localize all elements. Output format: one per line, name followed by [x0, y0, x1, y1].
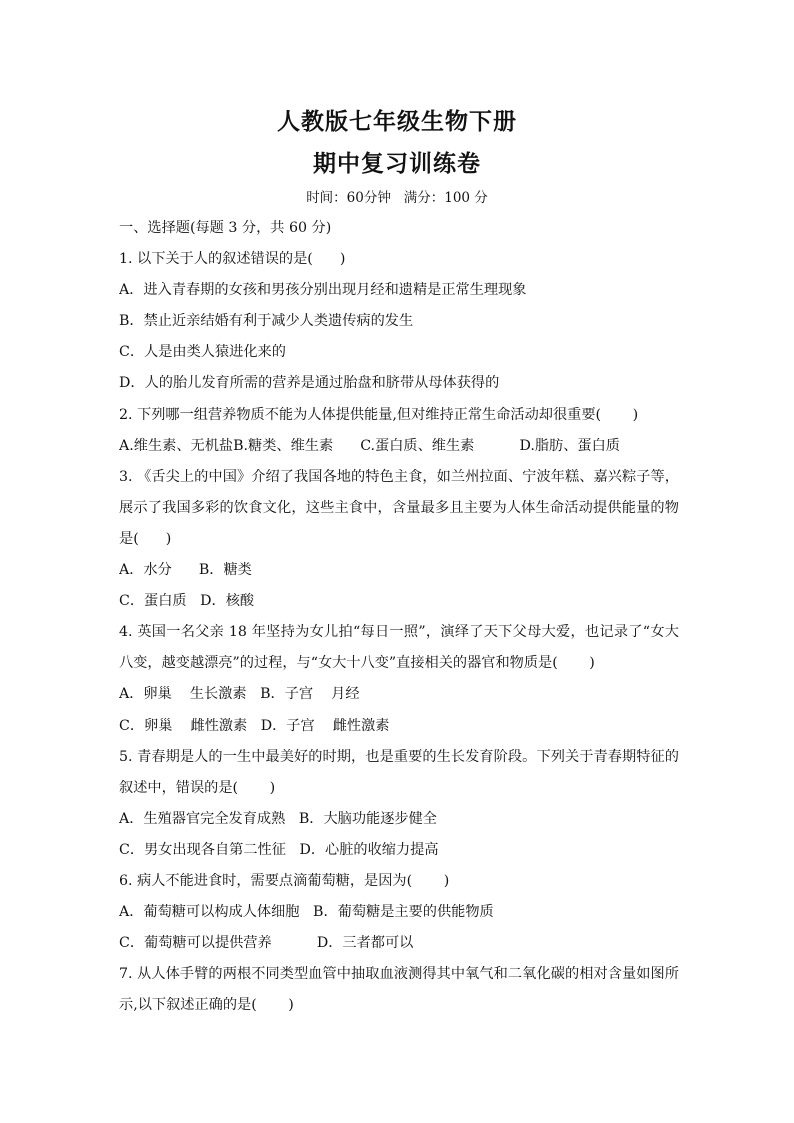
- question-7-stem-line-2: 示,以下叙述正确的是( ): [119, 997, 294, 1014]
- question-6-options-cd: C．葡萄糖可以提供营养 D．三者都可以: [119, 935, 414, 952]
- question-4-options-ab: A．卵巢 生长激素 B．子宫 月经: [119, 686, 360, 703]
- question-4-stem-line-1: 4. 英国一名父亲 18 年坚持为女儿拍“每日一照”，演绎了天下父母大爱，也记录了“女大: [119, 624, 679, 641]
- question-1-option-c: C．人是由类人猿进化来的: [119, 344, 286, 361]
- exam-subtitle: 期中复习训练卷: [313, 150, 481, 177]
- question-2-options: A.维生素、无机盐B.糖类、维生素 C.蛋白质、维生素 D.脂肪、蛋白质: [119, 437, 620, 454]
- question-5-stem-line-2: 叙述中，错误的是( ): [119, 779, 276, 796]
- exam-title: 人教版七年级生物下册: [277, 108, 517, 135]
- question-6-stem: 6. 病人不能进食时，需要点滴葡萄糖，是因为( ): [119, 872, 450, 889]
- question-5-options-cd: C．男女出现各自第二性征 D．心脏的收缩力提高: [119, 841, 439, 858]
- question-3-stem-line-3: 是( ): [119, 530, 172, 547]
- question-3-stem-line-2: 展示了我国多彩的饮食文化，这些主食中，含量最多且主要为人体生命活动提供能量的物: [119, 499, 679, 516]
- question-1-option-a: A．进入青春期的女孩和男孩分别出现月经和遗精是正常生理现象: [119, 282, 527, 299]
- question-3-options-ab: A．水分 B．糖类: [119, 562, 252, 579]
- question-7-stem-line-1: 7. 从人体手臂的两根不同类型血管中抽取血液测得其中氧气和二氧化碳的相对含量如图所: [119, 966, 679, 983]
- section-heading: 一、选择题(每题 3 分，共 60 分): [119, 220, 332, 236]
- question-3-options-cd: C．蛋白质 D．核酸: [119, 593, 255, 610]
- question-3-stem-line-1: 3. 《舌尖上的中国》介绍了我国各地的特色主食，如兰州拉面、宁波年糕、嘉兴粽子等，: [119, 468, 679, 485]
- question-6-options-ab: A．葡萄糖可以构成人体细胞 B．葡萄糖是主要的供能物质: [119, 904, 494, 921]
- exam-time-score: 时间：60分钟 满分：100 分: [306, 190, 488, 206]
- question-2-stem: 2. 下列哪一组营养物质不能为人体提供能量,但对维持正常生命活动却很重要( ): [119, 406, 639, 423]
- question-4-stem-line-2: 八变，越变越漂亮”的过程，与“女大十八变”直接相关的器官和物质是( ): [119, 655, 595, 672]
- question-1-option-b: B．禁止近亲结婚有利于减少人类遗传病的发生: [119, 313, 414, 330]
- question-4-options-cd: C．卵巢 雌性激素 D．子宫 雌性激素: [119, 717, 390, 734]
- question-1-stem: 1. 以下关于人的叙述错误的是( ): [119, 251, 346, 268]
- question-5-stem-line-1: 5. 青春期是人的一生中最美好的时期，也是重要的生长发育阶段。下列关于青春期特征的: [119, 748, 679, 765]
- question-5-options-ab: A．生殖器官完全发育成熟 B．大脑功能逐步健全: [119, 810, 437, 827]
- question-1-option-d: D．人的胎儿发育所需的营养是通过胎盘和脐带从母体获得的: [119, 375, 500, 392]
- question-body: [119, 213, 679, 1021]
